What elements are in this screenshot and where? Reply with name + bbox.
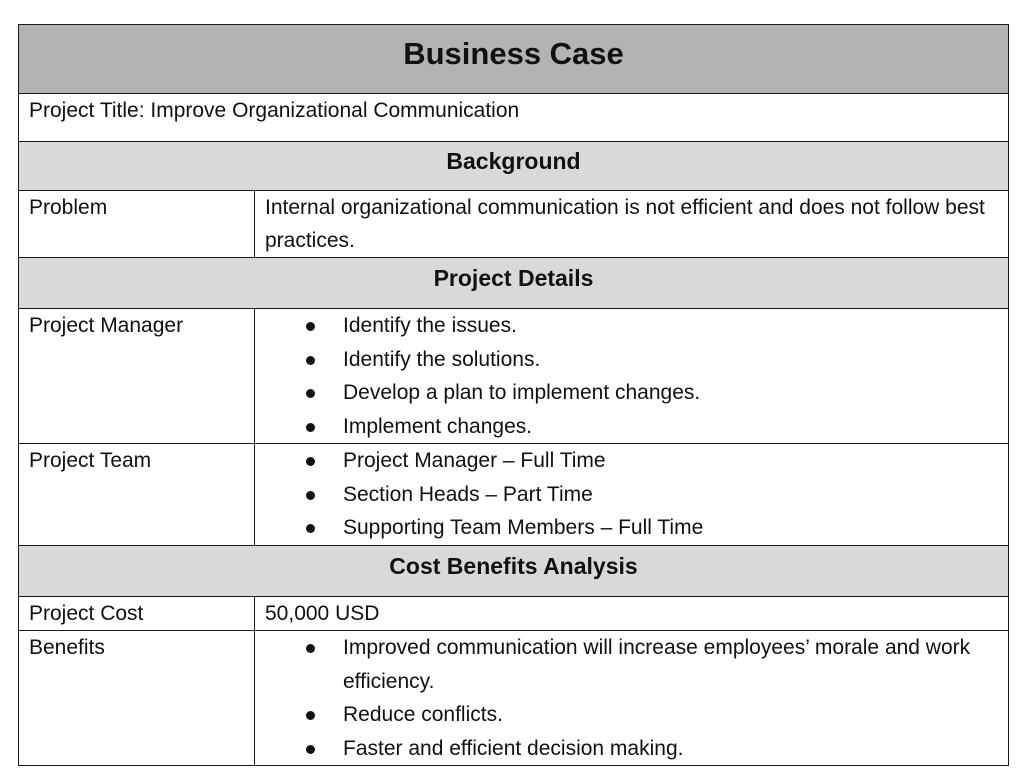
bullet-icon [306,356,315,365]
list-item-text: Reduce conflicts. [343,703,503,726]
project-title-row [19,94,1009,142]
project-cost-row [19,597,1009,631]
list-item [265,631,998,698]
title-cell [19,25,1009,94]
project-team-label: Project Team [19,444,255,546]
list-item [265,376,998,410]
section-cell-cost-benefits [19,546,1009,597]
benefits-row [19,631,1009,766]
section-row-background [19,142,1009,191]
document-title: Business Case [403,35,624,71]
section-row-project-details [19,258,1009,309]
list-item-text: Supporting Team Members – Full Time [343,516,704,539]
title-row [19,25,1009,94]
problem-text: Internal organizational communication is not efficient and does not follow best practices. [255,191,1009,258]
list-item [265,410,998,444]
project-team-list [265,444,998,545]
bullet-icon [306,322,315,331]
list-item [265,732,998,766]
list-item-text: Section Heads – Part Time [343,482,593,506]
project-manager-list [265,309,998,443]
list-item-text: Project Manager – Full Time [343,449,606,472]
section-heading-cost-benefits: Cost Benefits Analysis [389,552,638,579]
section-row-cost-benefits [19,546,1009,597]
bullet-icon [306,644,315,653]
list-item [265,698,998,732]
project-team-row [19,444,1009,546]
bullet-icon [306,745,315,754]
project-title-cell [19,94,1009,142]
project-manager-row [19,309,1009,444]
section-heading-background: Background [446,147,581,174]
section-cell-background [19,142,1009,191]
list-item [265,309,998,343]
business-case-table [18,24,1009,766]
list-item-text: Faster and efficient decision making. [343,736,684,760]
project-team-cell [255,444,1009,546]
bullet-icon [306,457,315,466]
project-manager-label: Project Manager [19,309,255,444]
bullet-icon [306,389,315,398]
project-cost-value: 50,000 USD [255,597,1009,631]
problem-row [19,191,1009,258]
section-heading-project-details: Project Details [433,264,594,291]
list-item-text: Identify the issues. [343,314,517,337]
list-item [265,343,998,377]
list-item-text: Implement changes. [343,414,533,438]
benefits-label: Benefits [19,631,255,766]
list-item-text: Improved communication will increase employees’ morale and work efficiency. [343,636,971,693]
section-cell-project-details [19,258,1009,309]
benefits-cell [255,631,1009,766]
business-case-document [18,24,1008,766]
list-item-text: Develop a plan to implement changes. [343,381,701,404]
bullet-icon [306,491,315,500]
project-title: Project Title: Improve Organizational Communication [29,99,520,122]
problem-label: Problem [19,191,255,258]
list-item [265,444,998,478]
project-manager-cell [255,309,1009,444]
list-item-text: Identify the solutions. [343,347,541,371]
bullet-icon [306,423,315,432]
bullet-icon [306,711,315,720]
benefits-list [265,631,998,765]
bullet-icon [306,524,315,533]
list-item [265,478,998,512]
list-item [265,511,998,545]
project-cost-label: Project Cost [19,597,255,631]
